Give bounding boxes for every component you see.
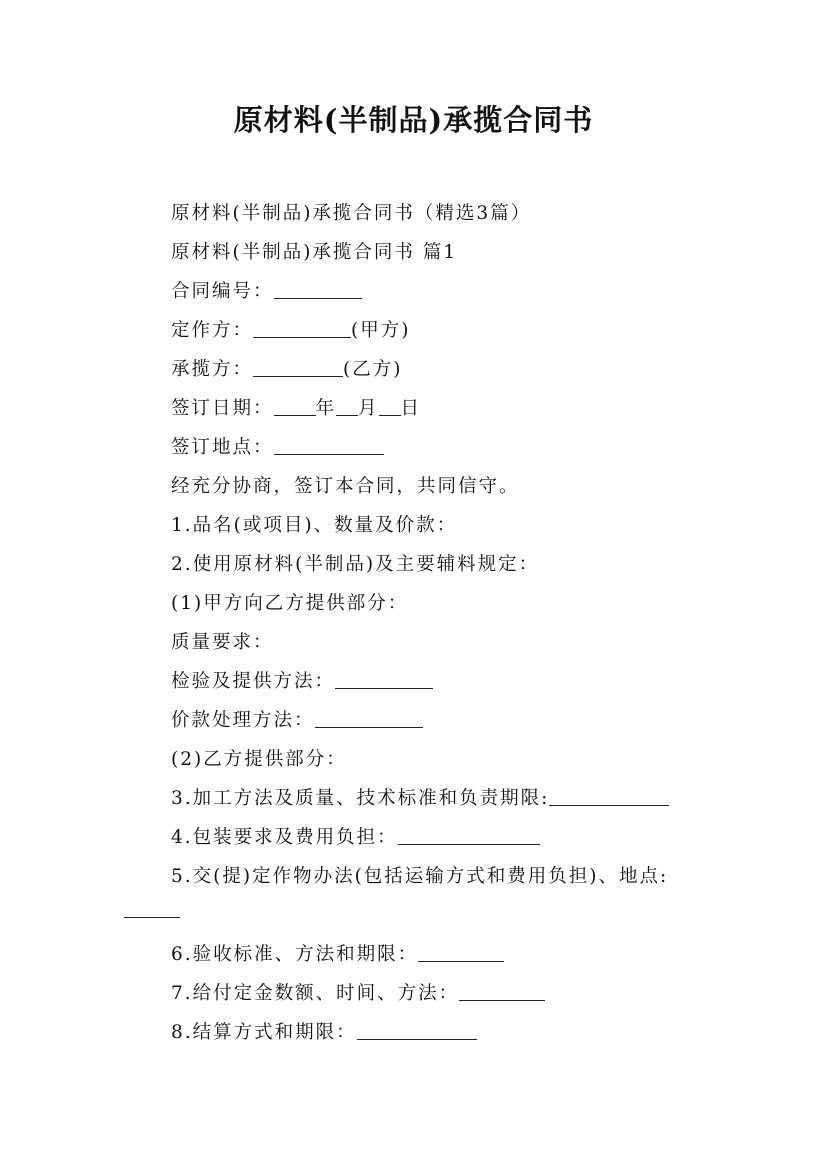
section-heading: 原材料(半制品)承揽合同书 篇1 [171, 242, 458, 263]
month-blank [336, 397, 358, 416]
clause-4-blank [398, 826, 540, 845]
clause-5: 5.交(提)定作物办法(包括运输方式和费用负担)、地点: [171, 866, 669, 887]
clause-8-blank [357, 1021, 477, 1040]
payment-handling-blank [315, 709, 423, 728]
clause-7-blank [459, 982, 545, 1001]
payment-handling-line: 价款处理方法： [171, 706, 423, 732]
clause-3: 3.加工方法及质量、技术标准和负责期限: [171, 784, 669, 810]
clause-2-2: (2)乙方提供部分： [171, 749, 347, 770]
clause-3-blank [549, 787, 669, 806]
contract-number-blank [274, 280, 362, 299]
clause-7: 7.给付定金数额、时间、方法： [171, 979, 545, 1005]
quality-requirement-line: 质量要求： [171, 632, 274, 653]
contract-number-line: 合同编号： [171, 277, 362, 303]
clause-2: 2.使用原材料(半制品)及主要辅料规定： [171, 554, 540, 575]
client-party-line: 定作方： (甲方) [171, 320, 411, 341]
contractor-party-line: 承揽方： (乙方) [171, 359, 403, 380]
doc-subtitle: 原材料(半制品)承揽合同书（精选3篇） [171, 203, 532, 224]
sign-place-line: 签订地点： [171, 433, 384, 459]
client-party-blank [253, 319, 351, 338]
day-blank [379, 397, 401, 416]
clause-5-blank [124, 917, 180, 918]
clause-8: 8.结算方式和期限： [171, 1018, 477, 1044]
sign-date-line: 签订日期： 年 月 日 [171, 398, 422, 419]
clause-4: 4.包装要求及费用负担： [171, 823, 540, 849]
inspection-method-line: 检验及提供方法： [171, 667, 433, 693]
contractor-party-blank [253, 358, 343, 377]
document-title: 原材料(半制品)承揽合同书 [233, 103, 594, 137]
clause-1: 1.品名(或项目)、数量及价款： [171, 515, 458, 536]
sign-place-blank [274, 436, 384, 455]
inspection-method-blank [335, 670, 433, 689]
year-blank [274, 397, 316, 416]
clause-2-1: (1)甲方向乙方提供部分： [171, 593, 409, 614]
clause-6: 6.验收标准、方法和期限： [171, 940, 504, 966]
agreement-statement: 经充分协商，签订本合同，共同信守。 [171, 476, 520, 497]
clause-6-blank [418, 943, 504, 962]
